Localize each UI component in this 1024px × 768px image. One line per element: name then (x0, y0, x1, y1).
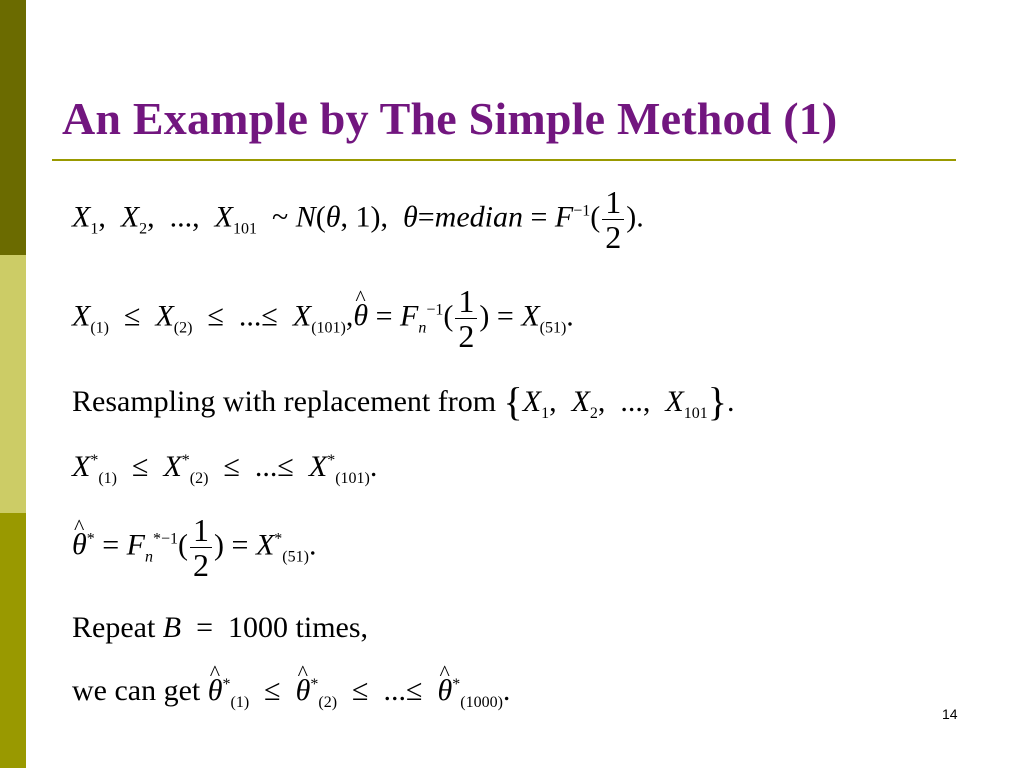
page-number: 14 (942, 706, 958, 722)
equation-bootstrap-order: $X^*_{(1)} \le X^*_{(2)}$ ≤ ...≤ $X^*_{(101)}$. (72, 450, 378, 487)
slide-title: An Example by The Simple Method (1) (62, 93, 838, 144)
equation-order-statistics: $X_{(1)} \le X_{(2)}$ ≤ ...≤ $X_{(101)},\^{}$ $\theta = F_n^{-1}$( $\frac{1}{2}$ ) = $X_{(51)}$. (72, 284, 574, 353)
resampling-text: Resampling with replacement from (72, 385, 497, 418)
equation-sample-model: $X_1$, $X_2$, ..., $X_{101}$ ~ N(θ, 1), θ=median = $F^{-1}$( $\frac{1}{2}$ ). (72, 184, 644, 255)
result-statement: we can get ^ $\theta^*_{(1)}$ ≤ ^ $\theta^*_{(2)}$ ≤ ...≤ ^ $\theta^*_{(1000)}$. (72, 676, 510, 706)
result-text: we can get (72, 674, 201, 707)
repeat-text: Repeat (72, 611, 156, 644)
side-bar-bottom (0, 513, 26, 768)
side-bar-middle (0, 255, 26, 513)
repeat-count: 1000 times, (228, 611, 369, 644)
resampling-statement: Resampling with replacement from {$X_1$, $X_2$, ..., $X_{101}$}. (72, 379, 735, 424)
title-underline (52, 159, 956, 161)
equation-bootstrap-median: ^ $\theta^* = F_n^{*-1}$( $\frac{1}{2}$ ) = $X^*_{(51)}$. (72, 513, 316, 582)
side-bar-top (0, 0, 26, 255)
repeat-statement: Repeat B = 1000 times, (72, 611, 369, 644)
